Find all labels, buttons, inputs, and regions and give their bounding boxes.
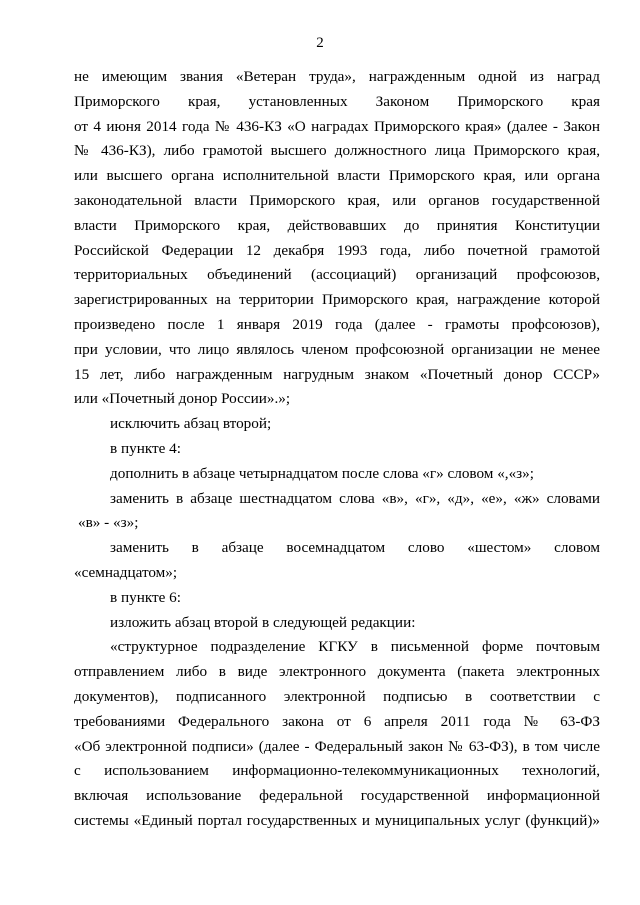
text-line: территориальных объединений (ассоциаций) организаций профсоюзов,: [74, 266, 600, 284]
text-line: «в» - «з»;: [78, 514, 139, 532]
text-line: или высшего органа исполнительной власти Приморского края, или органа: [74, 167, 600, 185]
text-line: Российской Федерации 12 декабря 1993 года, либо почетной грамотой: [74, 241, 600, 259]
text-line: произведено после 1 января 2019 года (далее - грамоты профсоюзов),: [74, 315, 600, 333]
text-line: или «Почетный донор России».»;: [74, 390, 291, 408]
text-line: не имеющим звания «Ветеран труда», награжденным одной из наград: [74, 68, 600, 85]
text-line: исключить абзац второй;: [110, 415, 272, 433]
text-line: от 4 июня 2014 года № 436-КЗ «О наградах Приморского края» (далее - Закон: [74, 117, 600, 135]
text-line: отправлением либо в виде электронного документа (пакета электронных: [74, 663, 600, 681]
text-line: дополнить в абзаце четырнадцатом после слова «г» словом «,«з»;: [110, 464, 534, 482]
text-line: включая использование федеральной государственной информационной: [74, 787, 600, 805]
text-line: «Об электронной подписи» (далее - Федеральный закон № 63-ФЗ), в том числе: [74, 737, 600, 755]
text-line: 15 лет, либо награжденным нагрудным знаком «Почетный донор СССР»: [74, 365, 600, 383]
text-line: № 436-КЗ), либо грамотой высшего должностного лица Приморского края,: [74, 142, 600, 160]
text-line: в пункте 4:: [110, 439, 181, 457]
text-line: системы «Единый портал государственных и муниципальных услуг (функций)»: [74, 811, 600, 829]
document-body: [74, 65, 600, 834]
text-line: Приморского края, установленных Законом Приморского края: [74, 92, 600, 110]
text-line: в пункте 6:: [110, 588, 181, 606]
text-line: заменить в абзаце восемнадцатом слово «шестом» словом: [110, 539, 600, 557]
text-line: законодательной власти Приморского края, или органов государственной: [74, 191, 600, 209]
text-line: заменить в абзаце шестнадцатом слова «в», «г», «д», «е», «ж» словами: [110, 489, 600, 507]
text-line: «структурное подразделение КГКУ в письменной форме почтовым: [110, 638, 600, 656]
text-line: документов), подписанного электронной подписью в соответствии с: [74, 687, 600, 705]
text-line: с использованием информационно-телекоммуникационных технологий,: [74, 762, 600, 780]
text-line: зарегистрированных на территории Приморского края, награждение которой: [74, 291, 600, 309]
text-line: «семнадцатом»;: [74, 563, 178, 581]
text-line: изложить абзац второй в следующей редакции:: [110, 613, 416, 631]
text-line: требованиями Федерального закона от 6 апреля 2011 года № 63-ФЗ: [74, 712, 600, 730]
text-line: при условии, что лицо являлось членом профсоюзной организации не менее: [74, 340, 600, 358]
text-line: власти Приморского края, действовавших до принятия Конституции: [74, 216, 600, 234]
page-number: 2: [316, 35, 324, 51]
